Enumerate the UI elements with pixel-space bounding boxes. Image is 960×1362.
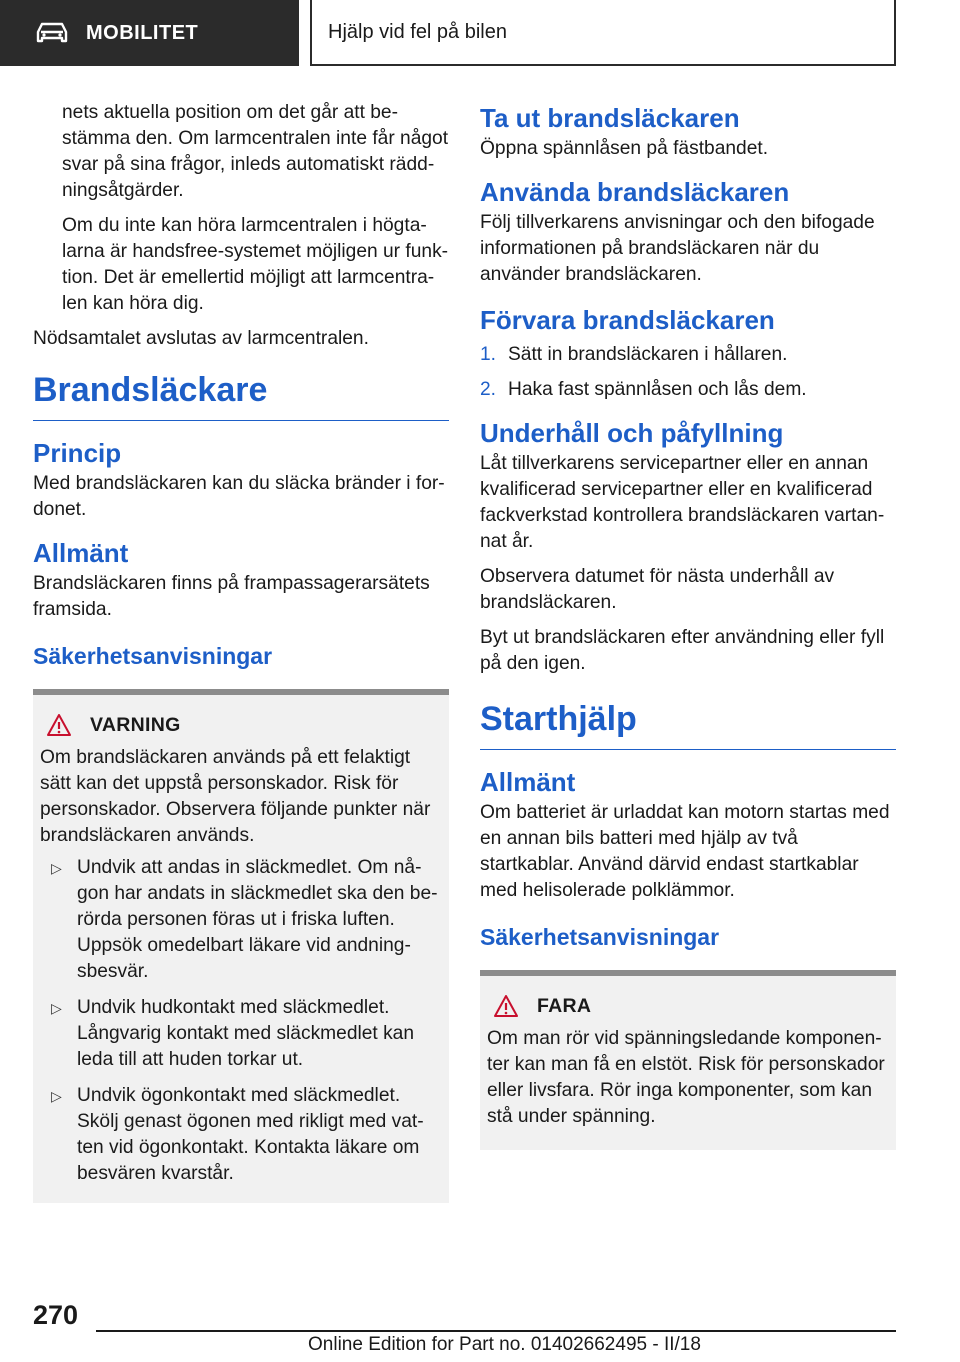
subheading-forvara: Förvara brandsläckaren <box>480 305 775 335</box>
danger-header <box>487 994 888 1018</box>
paragraph: Om batteriet är urladdat kan motorn startas med en annan bils batteri med hjälp av två startkablar. Använd därvid endast startkablar med helisolerade polklämmor. <box>480 802 890 901</box>
subheading-princip: Princip <box>33 438 122 468</box>
paragraph: Öppna spännlåsen på fästbandet. <box>480 138 769 159</box>
danger-title: FARA <box>537 994 592 1017</box>
paragraph: Brandsläckaren finns på frampassagerarsätets framsida. <box>33 573 430 620</box>
paragraph: Med brandsläckaren kan du släcka bränder i fordonet. <box>33 473 445 520</box>
step-text: Sätt in brandsläckaren i hållaren. <box>508 344 788 365</box>
danger-box <box>480 970 896 1150</box>
subheading-ta-ut: Ta ut brandsläckaren <box>480 103 740 133</box>
page-number: 270 <box>33 1300 79 1330</box>
chapter-tab-label: MOBILITET <box>86 21 199 44</box>
subheading-allmant: Allmänt <box>480 767 576 797</box>
paragraph: Låt tillverkarens servicepartner eller en annan kvalificerad servicepartner eller en kvalificerad fackverkstad kontrollera brandsläckaren vartannat år. <box>480 453 885 552</box>
steps-list <box>480 342 896 403</box>
subheading-allmant: Allmänt <box>33 538 129 568</box>
list-item-text: Undvik ögonkontakt med släckmedlet. Skölj genast ögonen med rikligt med vatten vid ögonkontakt. Kontakta läkare om besvären kvarstår. <box>77 1085 424 1184</box>
paragraph: Byt ut brandsläckaren efter användning eller fyll på den igen. <box>480 627 885 674</box>
warning-header <box>40 713 441 737</box>
section-title-starthjalp: Starthjälp <box>480 699 896 750</box>
warning-title: VARNING <box>90 713 181 736</box>
edition-text: Online Edition for Part no. 01402662495 - II/18 <box>308 1334 701 1355</box>
page-header <box>0 0 960 66</box>
paragraph: nets aktuella position om det går att bestämma den. Om larmcentralen inte får något svar på sina frågor, inleds automatiskt räddningsåtgärder. <box>62 102 449 201</box>
chapter-tab-mobilitet[interactable] <box>0 0 299 66</box>
step-text: Haka fast spännlåsen och lås dem. <box>508 379 807 400</box>
triangle-bullet-icon: ▷ <box>51 860 62 876</box>
step-number: 2. <box>480 379 497 400</box>
subheading-underhall: Underhåll och påfyllning <box>480 418 784 448</box>
left-column <box>33 100 449 1203</box>
list-item <box>40 995 441 1073</box>
triangle-bullet-icon: ▷ <box>51 1088 62 1104</box>
right-column <box>480 100 896 1150</box>
paragraph: Nödsamtalet avslutas av larmcentralen. <box>33 328 369 349</box>
triangle-bullet-icon: ▷ <box>51 1000 62 1016</box>
section-tab[interactable] <box>310 0 896 66</box>
car-icon <box>36 22 68 44</box>
warning-bullet-list <box>40 855 441 1187</box>
section-tab-label: Hjälp vid fel på bilen <box>328 20 507 43</box>
list-item <box>480 342 896 368</box>
subheading-anvanda: Använda brandsläckaren <box>480 177 790 207</box>
list-item-text: Undvik hudkontakt med släckmedlet. Långvarig kontakt med släckmedlet kan leda till att huden torkar ut. <box>77 997 415 1070</box>
paragraph: Observera datumet för nästa underhåll av brandsläckaren. <box>480 566 835 613</box>
section-title-brandslackare: Brandsläckare <box>33 370 449 421</box>
subheading-sakerhetsanvisningar: Säkerhetsanvisningar <box>33 643 273 669</box>
footer-divider <box>96 1330 896 1332</box>
paragraph: Om du inte kan höra larmcentralen i högtalarna är handsfree-systemet möjligen ur funktion. Det är emellertid möjligt att larmcentralen kan höra dig. <box>62 215 449 314</box>
list-item <box>40 855 441 985</box>
warning-triangle-icon <box>46 713 72 737</box>
list-item <box>40 1083 441 1187</box>
warning-box <box>33 689 449 1203</box>
warning-triangle-icon <box>493 994 519 1018</box>
list-item-text: Undvik att andas in släckmedlet. Om någon har andats in släckmedlet ska den berörda personen föras ut i friska luften. Uppsök omedelbart läkare vid andningsbesvär. <box>77 857 438 982</box>
danger-text: Om man rör vid spänningsledande komponenter kan man få en elstöt. Risk för personskador eller livsfara. Rör inga komponenter, som kan stå under spänning. <box>487 1028 885 1127</box>
paragraph: Följ tillverkarens anvisningar och den bifogade informationen på brandsläckaren när du använder brandsläckaren. <box>480 212 875 285</box>
step-number: 1. <box>480 344 497 365</box>
subheading-sakerhetsanvisningar: Säkerhetsanvisningar <box>480 924 720 950</box>
warning-text: Om brandsläckaren används på ett felaktigt sätt kan det uppstå personskador. Risk för personskador. Observera följande punkter när brandsläckaren används. <box>40 747 431 846</box>
list-item <box>480 377 896 403</box>
